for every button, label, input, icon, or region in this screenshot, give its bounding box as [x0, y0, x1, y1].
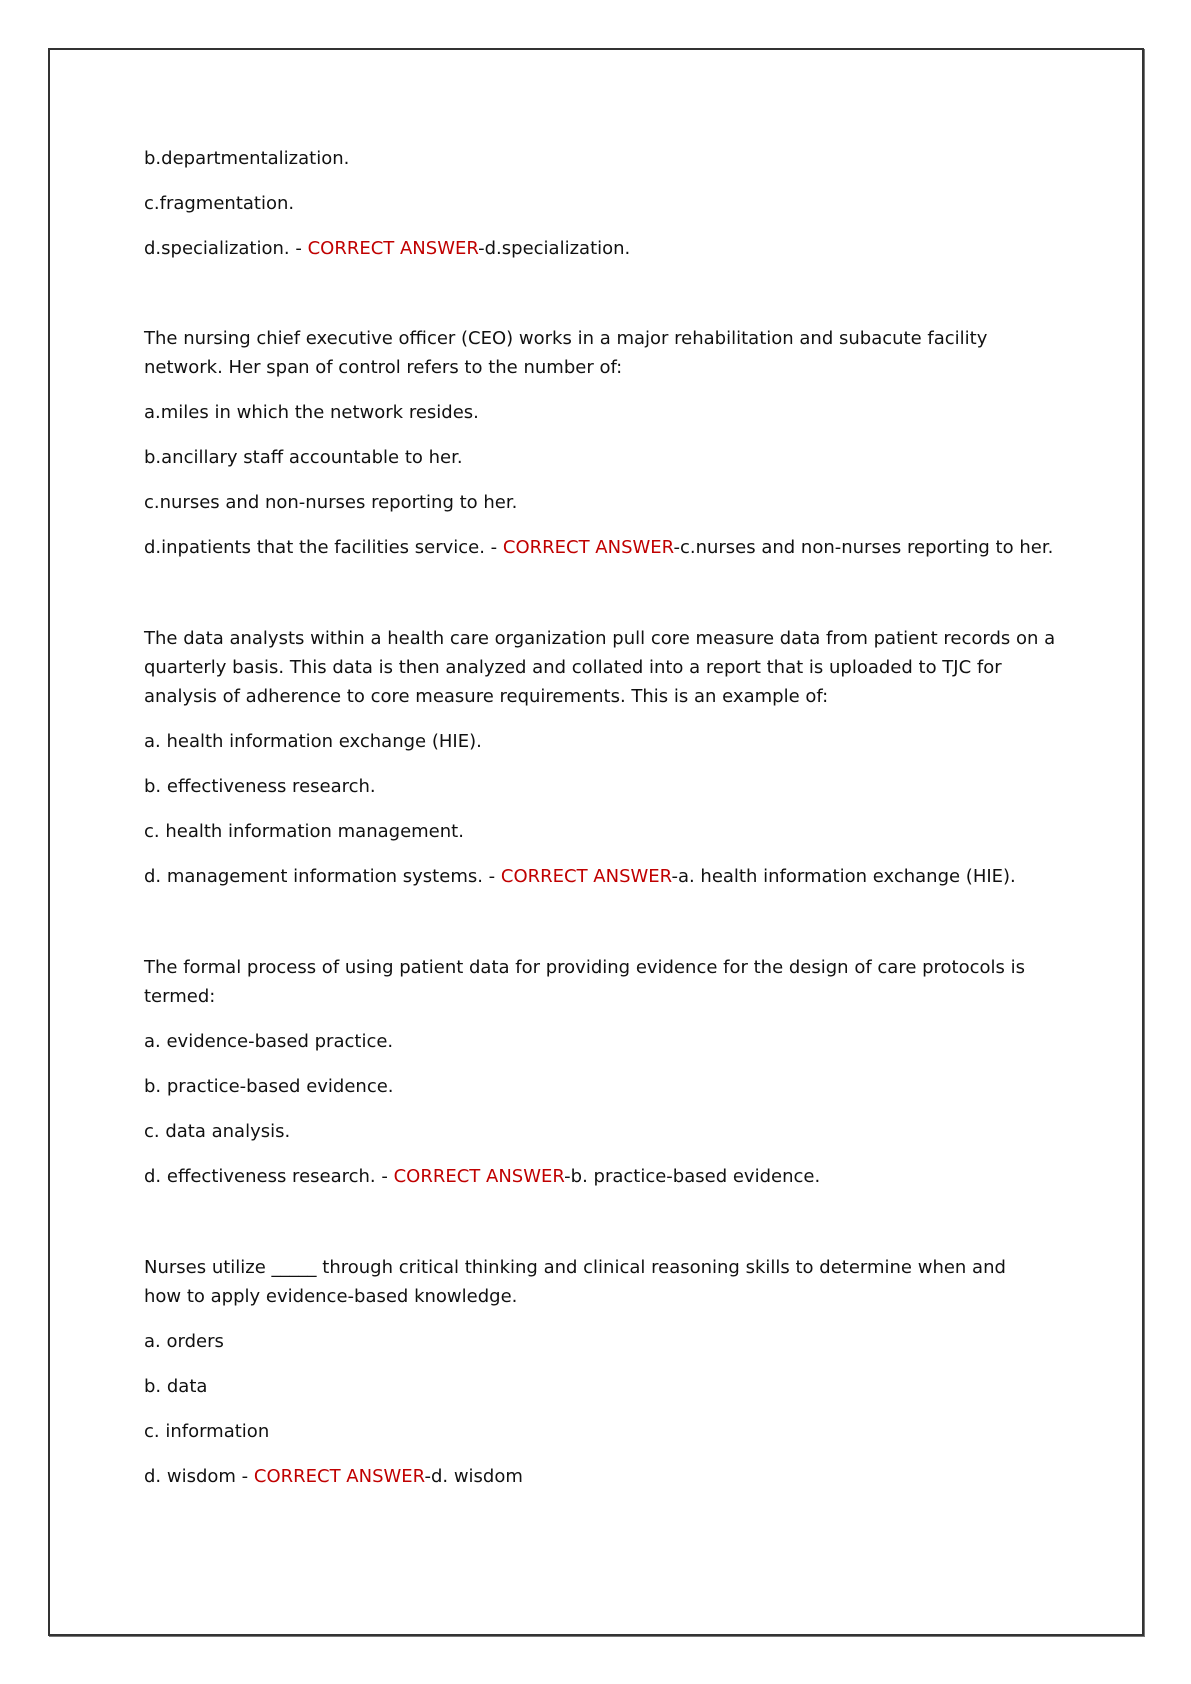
- option-a: a. health information exchange (HIE).: [144, 731, 482, 752]
- option-b: b.ancillary staff accountable to her.: [144, 447, 463, 468]
- correct-answer-label: CORRECT ANSWER: [253, 1466, 425, 1487]
- correct-answer-label: CORRECT ANSWER: [502, 537, 674, 558]
- question-stem: The nursing chief executive officer (CEO) works in a major rehabilitation and subacute facility: [144, 328, 988, 349]
- option-c: c.nurses and non-nurses reporting to her.: [144, 492, 518, 513]
- option-b: b. practice-based evidence.: [144, 1076, 394, 1097]
- correct-answer-text: -b. practice-based evidence.: [564, 1166, 821, 1187]
- option-d-with-answer: d. wisdom - CORRECT ANSWER-d. wisdom: [144, 1466, 523, 1487]
- correct-answer-text: -d.specialization.: [478, 238, 631, 259]
- question-stem: Nurses utilize _____ through critical thinking and clinical reasoning skills to determine when and: [144, 1257, 1006, 1278]
- option-c: c. data analysis.: [144, 1121, 291, 1142]
- correct-answer-text: -c.nurses and non-nurses reporting to her.: [673, 537, 1054, 558]
- correct-answer-label: CORRECT ANSWER: [307, 238, 479, 259]
- option-c: c. health information management.: [144, 821, 464, 842]
- question-stem: network. Her span of control refers to the number of:: [144, 357, 623, 378]
- option-b: b. effectiveness research.: [144, 776, 376, 797]
- question-stem: how to apply evidence-based knowledge.: [144, 1286, 518, 1307]
- option-a: a. evidence-based practice.: [144, 1031, 394, 1052]
- option-d-with-answer: d.inpatients that the facilities service. - CORRECT ANSWER-c.nurses and non-nurses reporting to her.: [144, 537, 1054, 558]
- question-stem: analysis of adherence to core measure requirements. This is an example of:: [144, 686, 829, 707]
- option-a: a.miles in which the network resides.: [144, 402, 479, 423]
- option-c: c.fragmentation.: [144, 193, 295, 214]
- correct-answer-text: -d. wisdom: [424, 1466, 523, 1487]
- question-stem: quarterly basis. This data is then analyzed and collated into a report that is uploaded to TJC for: [144, 657, 1002, 678]
- question-stem: The formal process of using patient data for providing evidence for the design of care protocols is: [144, 957, 1026, 978]
- question-stem: termed:: [144, 986, 216, 1007]
- correct-answer-text: -a. health information exchange (HIE).: [671, 866, 1016, 887]
- option-d-with-answer: d. effectiveness research. - CORRECT ANSWER-b. practice-based evidence.: [144, 1166, 821, 1187]
- correct-answer-label: CORRECT ANSWER: [393, 1166, 565, 1187]
- option-b: b.departmentalization.: [144, 148, 350, 169]
- option-a: a. orders: [144, 1331, 224, 1352]
- option-b: b. data: [144, 1376, 208, 1397]
- correct-answer-label: CORRECT ANSWER: [500, 866, 672, 887]
- question-stem: The data analysts within a health care organization pull core measure data from patient records on a: [144, 628, 1056, 649]
- option-d-with-answer: d. management information systems. - CORRECT ANSWER-a. health information exchange (HIE).: [144, 866, 1016, 887]
- option-c: c. information: [144, 1421, 270, 1442]
- option-d-with-answer: d.specialization. - CORRECT ANSWER-d.specialization.: [144, 238, 631, 259]
